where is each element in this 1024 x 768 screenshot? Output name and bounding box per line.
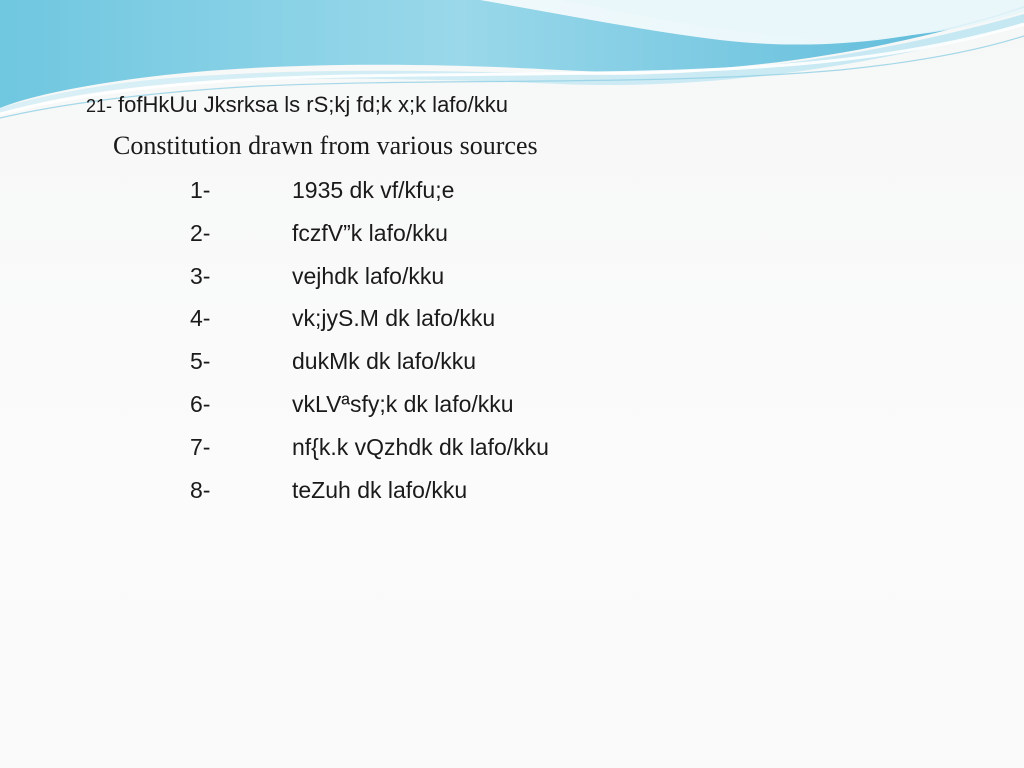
item-text: vk;jyS.M dk lafo/kku xyxy=(292,305,496,332)
item-text: vkLVªsfy;k dk lafo/kku xyxy=(292,390,514,417)
item-text: nf{k.k vQzhdk dk lafo/kku xyxy=(292,433,549,460)
item-text: dukMk dk lafo/kku xyxy=(292,348,477,375)
item-number: 1- xyxy=(190,177,211,203)
item-number: 3- xyxy=(190,262,211,289)
item-number: 6- xyxy=(190,390,211,417)
list-item xyxy=(0,256,700,299)
list-item xyxy=(0,427,700,470)
list-item xyxy=(0,470,700,513)
item-text: teZuh dk lafo/kku xyxy=(292,476,468,503)
list-item xyxy=(0,213,700,256)
item-text: vejhdk lafo/kku xyxy=(292,262,445,289)
item-number: 7- xyxy=(190,433,211,460)
list-item xyxy=(0,298,700,341)
title-text: fofHkUu Jksrksa ls rS;kj fd;k x;k lafo/kku xyxy=(118,92,508,117)
list-item xyxy=(0,341,700,384)
source-list xyxy=(0,170,700,512)
item-text: fczfV”k lafo/kku xyxy=(292,219,448,246)
list-item xyxy=(0,170,700,213)
title-number: 21- xyxy=(86,96,113,116)
item-number: 8- xyxy=(190,476,211,503)
item-number: 2- xyxy=(190,219,211,246)
list-item xyxy=(0,384,700,427)
slide-title xyxy=(86,92,508,118)
slide-subtitle: Constitution drawn from various sources xyxy=(113,131,538,160)
item-number: 5- xyxy=(190,348,211,375)
item-number: 4- xyxy=(190,305,211,332)
item-text: 1935 dk vf/kfu;e xyxy=(292,177,455,203)
